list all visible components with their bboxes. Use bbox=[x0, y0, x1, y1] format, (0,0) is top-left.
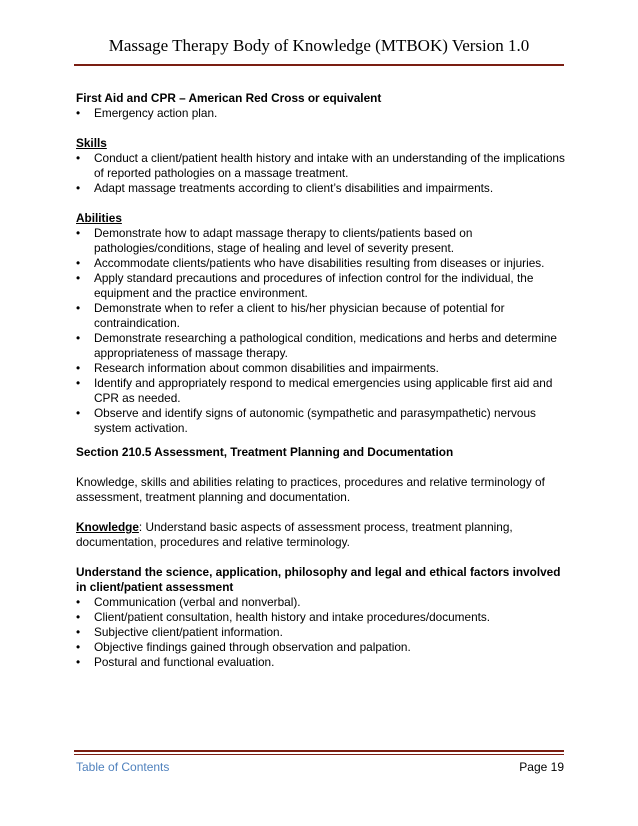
bullet-icon: • bbox=[76, 655, 81, 669]
bullet-icon: • bbox=[76, 151, 81, 165]
list-item bbox=[76, 181, 566, 196]
list-item-text: Client/patient consultation, health history and intake procedures/documents. bbox=[94, 610, 491, 624]
footer-rule-thin bbox=[74, 754, 564, 755]
list-item bbox=[76, 271, 566, 301]
list-item-text: Demonstrate researching a pathological condition, medications and herbs and determine appropriateness of massage therapy. bbox=[94, 331, 557, 360]
bullet-icon: • bbox=[76, 331, 81, 345]
list-item-text: Research information about common disabilities and impairments. bbox=[94, 361, 439, 375]
abilities-list bbox=[76, 226, 566, 436]
list-item-text: Emergency action plan. bbox=[94, 106, 218, 120]
document-body bbox=[76, 91, 566, 670]
bullet-icon: • bbox=[76, 181, 81, 195]
list-item bbox=[76, 301, 566, 331]
list-item bbox=[76, 226, 566, 256]
list-item bbox=[76, 625, 566, 640]
page-number: Page 19 bbox=[519, 760, 564, 774]
bullet-icon: • bbox=[76, 301, 81, 315]
list-item-text: Subjective client/patient information. bbox=[94, 625, 283, 639]
first-aid-heading: First Aid and CPR – American Red Cross or equivalent bbox=[76, 91, 382, 105]
bullet-icon: • bbox=[76, 256, 81, 270]
list-item bbox=[76, 361, 566, 376]
footer-rule bbox=[74, 750, 564, 752]
list-item bbox=[76, 406, 566, 436]
list-item bbox=[76, 655, 566, 670]
list-item-text: Postural and functional evaluation. bbox=[94, 655, 275, 669]
table-of-contents-link[interactable]: Table of Contents bbox=[76, 760, 170, 774]
bullet-icon: • bbox=[76, 640, 81, 654]
bullet-icon: • bbox=[76, 271, 81, 285]
list-item-text: Apply standard precautions and procedures of infection control for the individual, the equipment and the practice environment. bbox=[94, 271, 534, 300]
bullet-icon: • bbox=[76, 625, 81, 639]
understand-heading: Understand the science, application, philosophy and legal and ethical factors involved in client/patient assessment bbox=[76, 565, 561, 594]
list-item bbox=[76, 595, 566, 610]
list-item-text: Demonstrate when to refer a client to his/her physician because of potential for contraindication. bbox=[94, 301, 505, 330]
list-item-text: Observe and identify signs of autonomic (sympathetic and parasympathetic) nervous system activation. bbox=[94, 406, 536, 435]
bullet-icon: • bbox=[76, 406, 81, 420]
bullet-icon: • bbox=[76, 376, 81, 390]
list-item bbox=[76, 640, 566, 655]
knowledge-text: : Understand basic aspects of assessment process, treatment planning, documentation, procedures and relative terminology. bbox=[76, 520, 513, 549]
section-210-5-heading: Section 210.5 Assessment, Treatment Planning and Documentation bbox=[76, 445, 454, 459]
list-item bbox=[76, 106, 566, 121]
bullet-icon: • bbox=[76, 595, 81, 609]
list-item-text: Demonstrate how to adapt massage therapy to clients/patients based on pathologies/conditions, stage of healing and level of severity present. bbox=[94, 226, 473, 255]
first-aid-list bbox=[76, 106, 566, 121]
knowledge-paragraph bbox=[76, 520, 566, 550]
bullet-icon: • bbox=[76, 610, 81, 624]
bullet-icon: • bbox=[76, 106, 81, 120]
skills-heading: Skills bbox=[76, 136, 107, 150]
list-item-text: Accommodate clients/patients who have disabilities resulting from diseases or injuries. bbox=[94, 256, 545, 270]
abilities-heading: Abilities bbox=[76, 211, 122, 225]
page-header-title: Massage Therapy Body of Knowledge (MTBOK) Version 1.0 bbox=[108, 36, 530, 55]
bullet-icon: • bbox=[76, 226, 81, 240]
list-item bbox=[76, 331, 566, 361]
assessment-list bbox=[76, 595, 566, 670]
list-item-text: Objective findings gained through observation and palpation. bbox=[94, 640, 411, 654]
knowledge-label: Knowledge bbox=[76, 520, 139, 534]
header-rule bbox=[74, 64, 564, 66]
list-item bbox=[76, 256, 566, 271]
list-item bbox=[76, 610, 566, 625]
skills-list bbox=[76, 151, 566, 196]
list-item-text: Identify and appropriately respond to medical emergencies using applicable first aid and CPR as needed. bbox=[94, 376, 553, 405]
list-item bbox=[76, 151, 566, 181]
list-item-text: Communication (verbal and nonverbal). bbox=[94, 595, 301, 609]
page-footer bbox=[76, 760, 564, 774]
list-item-text: Adapt massage treatments according to client’s disabilities and impairments. bbox=[94, 181, 494, 195]
list-item-text: Conduct a client/patient health history and intake with an understanding of the implications of reported pathologies on a massage treatment. bbox=[94, 151, 565, 180]
section-description: Knowledge, skills and abilities relating to practices, procedures and relative terminology of assessment, treatment planning and documentation. bbox=[76, 475, 545, 504]
bullet-icon: • bbox=[76, 361, 81, 375]
list-item bbox=[76, 376, 566, 406]
